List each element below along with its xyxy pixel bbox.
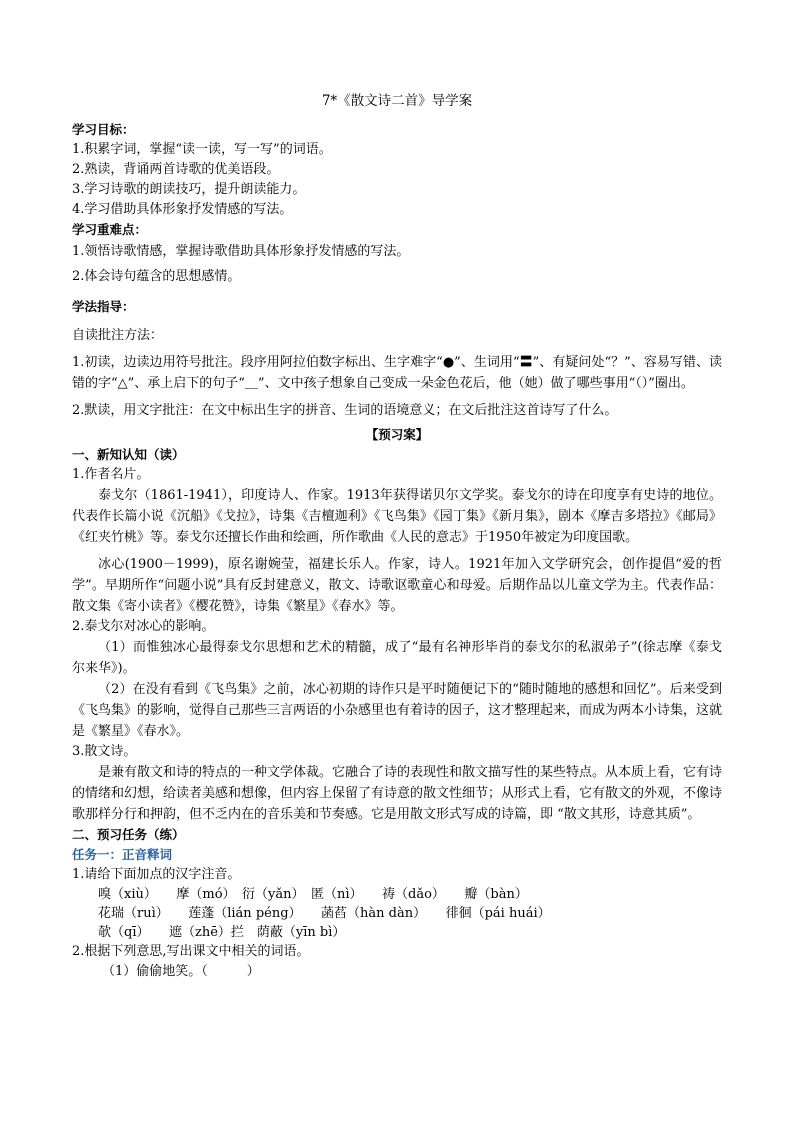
method-item: 2.默读，用文字批注：在文中标出生字的拼音、生词的语境意义；在文后批注这首诗写了什么。 xyxy=(72,403,618,418)
influence-paragraph: （1）而惟独冰心最得泰戈尔思想和艺术的精髓，成了“最有名神形毕肖的泰戈尔的私淑弟子”(徐志摩《泰戈尔来华》)。 xyxy=(72,640,722,676)
goal-item: 1.积累字词，掌握“读一读，写一写”的词语。 xyxy=(72,142,332,157)
pinyin-row: 欹（qī） 遮（zhē）拦 荫蔽（yīn bì） xyxy=(98,925,346,940)
task-heading: 任务一：正音释词 xyxy=(72,847,173,862)
key-points-heading: 学习重难点： xyxy=(72,222,148,237)
key-point-item: 1.领悟诗歌情感，掌握诗歌借助具体形象抒发情感的写法。 xyxy=(72,244,410,259)
key-point-item: 2.体会诗句蕴含的思想感情。 xyxy=(72,269,241,284)
bingxin-paragraph: 冰心(1900－1999)，原名谢婉莹，福建长乐人。作家，诗人。1921年加入文学研究会，创作提倡“爱的哲学”。早期所作“问题小说”具有反封建意义，散文、诗歌讴歌童心和母爱。后期作品以儿童文学为主。代表作品：散文集《寄小读者》《樱花赞》，诗集《繁星》《春水》等。 xyxy=(72,557,722,614)
goal-item: 3.学习诗歌的朗读技巧，提升朗读能力。 xyxy=(72,182,306,197)
method-subheading: 自读批注方法： xyxy=(72,328,164,343)
prose-poem-paragraph: 是兼有散文和诗的特点的一种文学体裁。它融合了诗的表现性和散文描写性的某些特点。从本质上看，它有诗的情绪和幻想，给读者美感和想像，但内容上保留了有诗意的散文性细节；从形式上看，它有散文的外观，不像诗歌那样分行和押韵，但不乏内在的音乐美和节奏感。它是用散文形式写成的诗篇，即 “散文其形，诗意其质”。 xyxy=(72,765,723,822)
goal-item: 4.学习借助具体形象抒发情感的写法。 xyxy=(72,202,293,217)
preview-heading: 【预习案】 xyxy=(365,427,429,442)
section-heading: 一、新知认知（读） xyxy=(72,447,185,462)
subsection-label: 3.散文诗。 xyxy=(72,744,137,759)
task-subitem: （1）偷偷地笑。（ ） xyxy=(102,964,260,979)
tagore-paragraph: 泰戈尔（1861-1941），印度诗人、作家。1913年获得诺贝尔文学奖。泰戈尔的诗在印度享有史诗的地位。代表作长篇小说《沉船》《戈拉》，诗集《吉檀迦利》《飞鸟集》《园丁集》《新月集》，剧本《摩吉多塔拉》《邮局》《红夹竹桃》等。泰戈尔还擅长作曲和绘画，所作歌曲《人民的意志》于1950年被定为印度国歌。 xyxy=(72,488,722,545)
influence-paragraph: （2）在没有看到《飞鸟集》之前，冰心初期的诗作只是平时随便记下的“随时随地的感想和回忆”。后来受到《飞鸟集》的影响，觉得自己那些三言两语的小杂感里也有着诗的因子，这才整理起来，而成为两本小诗集，这就是《繁星》《春水》。 xyxy=(72,682,723,739)
pinyin-row: 嗅（xiù） 摩（mó） 衍（yǎn） 匿（nì） 祷（dǎo） 瓣（bàn） xyxy=(98,887,528,902)
pinyin-row: 花瑞（ruì） 莲蓬（lián péng） 菡萏（hàn dàn） 徘徊（pái huái） xyxy=(98,906,551,921)
section-heading: 二、预习任务（练） xyxy=(72,827,185,842)
method-heading: 学法指导： xyxy=(72,299,135,314)
task-item: 1.请给下面加点的汉字注音。 xyxy=(72,867,241,882)
task-item: 2.根据下列意思,写出课文中相关的词语。 xyxy=(72,944,310,959)
goals-heading: 学习目标： xyxy=(72,122,135,137)
method-item: 1.初读，边读边用符号批注。段序用阿拉伯数字标出、生字难字“●”、生词用“〓”、有疑问处“？”、容易写错、读错的字“△”、承上启下的句子“＿”、文中孩子想象自己变成一朵金色花后，他（她）做了哪些事用“（）”圈出。 xyxy=(72,355,722,391)
subsection-label: 2.泰戈尔对冰心的影响。 xyxy=(72,619,215,634)
page-title: 7*《散文诗二首》导学案 xyxy=(321,93,473,109)
goal-item: 2.熟读，背诵两首诗歌的优美语段。 xyxy=(72,162,280,177)
subsection-label: 1.作者名片。 xyxy=(72,467,150,482)
document-page xyxy=(72,92,722,982)
